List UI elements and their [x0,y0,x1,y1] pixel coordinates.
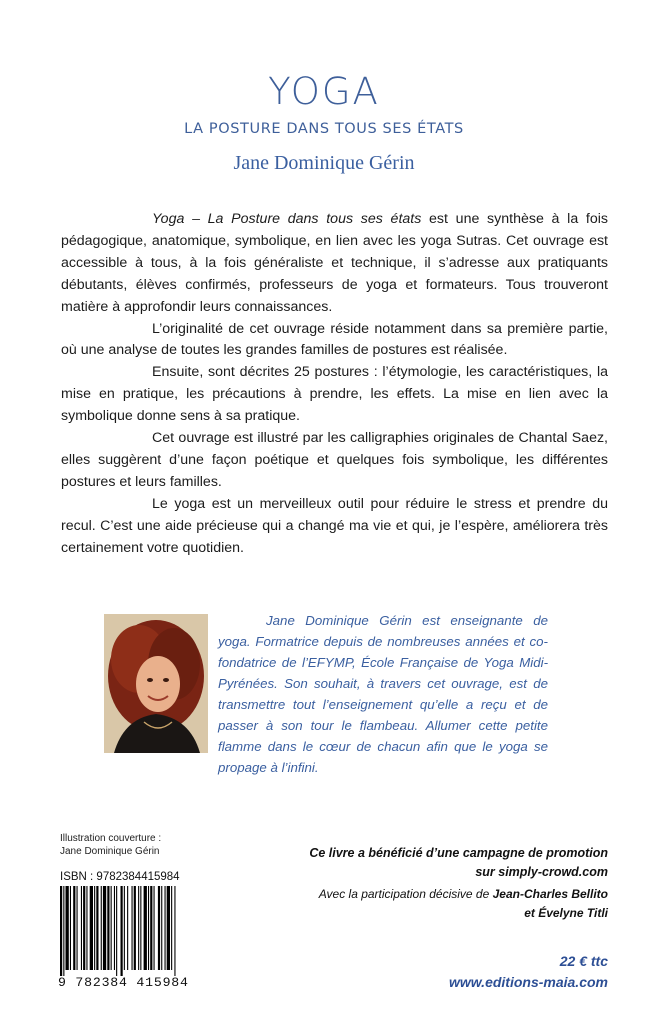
barcode-bar [66,886,69,970]
author-bio [218,610,548,778]
barcode-bar [158,886,160,970]
book-title-italic: Yoga – La Posture dans tous ses états [152,211,422,227]
barcode-bar [60,886,62,976]
barcode-bar [138,886,139,970]
barcode-bar [132,886,133,970]
barcode-bar [150,886,152,970]
barcode-bar [103,886,106,970]
paragraph-1-text: est une synthèse à la fois pédagogique, anatomique, symbolique, en lien avec les yoga Sutras. Cet ouvrage est accessible à tous, à la fois généraliste et technique, il s’adresse aux pratiquants débutants, élèves confirmés, professeurs de yoga et formateurs. Tous trouveront matière à approfondir leurs connaissances. [61,211,608,315]
barcode-bar [70,886,71,970]
participation-credit [319,885,608,923]
paragraph-3: Ensuite, sont décrites 25 postures : l’étymologie, les caractéristiques, la mise en pratique, les précautions à prendre, les effets. La mise en lien avec la symbolique donne sens à sa pratique. [61,364,608,425]
participant-name-2: et Évelyne Titli [524,906,608,920]
book-author: Jane Dominique Gérin [233,152,415,174]
barcode-bar [86,886,87,970]
illustration-credit-label: Illustration couverture : [60,833,162,844]
author-photo [104,614,208,753]
barcode-bar [96,886,98,970]
publisher-website[interactable]: www.editions-maia.com [449,974,608,990]
promo-campaign [309,844,608,882]
illustration-credit [60,832,161,858]
barcode-bar [77,886,78,970]
barcode-bar [127,886,128,970]
author-bio-text: Jane Dominique Gérin est enseignante de yoga. Formatrice depuis de nombreuses années et co-fondatrice de l’EFYMP, École Française de Yoga Midi-Pyrénées. Son souhait, à travers cet ouvrage, est de transmettre tout l’enseignement qu’elle a reçu et de passer à son tour le flambeau. Allumer cette petite flamme dans le cœur de chacun afin que le yoga se propage à l’infini. [218,613,548,775]
participation-prefix: Avec la participation décisive de [318,887,493,901]
paragraph-4: Cet ouvrage est illustré par les calligraphies originales de Chantal Saez, elles suggèrent d’une façon poétique et quelques fois symbolique, les différentes postures et leurs familles. [61,430,608,490]
barcode-bar [121,886,123,976]
barcode-bar [114,886,115,970]
barcode-bar [148,886,149,970]
barcode-number: 9 782384 415984 [58,975,189,990]
barcode-bar [94,886,95,970]
barcode-bar [81,886,82,970]
promo-line-1: Ce livre a bénéficié d’une campagne de promotion [309,846,608,860]
barcode-bar [174,886,175,976]
barcode-bar [167,886,170,970]
barcode-bar [165,886,166,970]
barcode-bar [116,886,117,976]
barcode-bar [124,886,125,970]
book-price: 22 € ttc [559,953,608,969]
barcode-bar [73,886,75,970]
paragraph-5: Le yoga est un merveilleux outil pour réduire le stress et prendre du recul. C’est une aide précieuse qui a changé ma vie et qui, je l’espère, améliorera très certainement votre quotidien. [61,495,608,556]
author-portrait-illustration [104,614,208,753]
isbn-label: ISBN : 9782384415984 [60,871,180,883]
promo-line-2: sur simply-crowd.com [475,865,608,879]
book-subtitle: LA POSTURE DANS TOUS SES ÉTATS [184,121,464,137]
barcode-bar [154,886,155,970]
barcode-bar [140,886,141,970]
isbn-barcode [58,886,198,976]
book-title: YOGA [268,70,380,113]
paragraph-2: L’originalité de cet ouvrage réside notamment dans sa première partie, où une analyse de toutes les grandes familles de postures est réalisée. [61,320,608,359]
barcode-bar [144,886,147,970]
barcode-bar [171,886,172,970]
barcode-bar [101,886,102,970]
barcode-bar [63,886,64,976]
barcode-bar [107,886,109,970]
participant-name-1: Jean-Charles Bellito [492,887,608,901]
barcode-bar [134,886,136,970]
barcode-bar [111,886,112,970]
barcode-bar [161,886,162,970]
paragraph-1 [61,209,608,319]
back-cover-description [61,209,608,560]
barcode-bar [90,886,93,970]
barcode-bar [83,886,85,970]
illustration-credit-name: Jane Dominique Gérin [60,846,160,857]
